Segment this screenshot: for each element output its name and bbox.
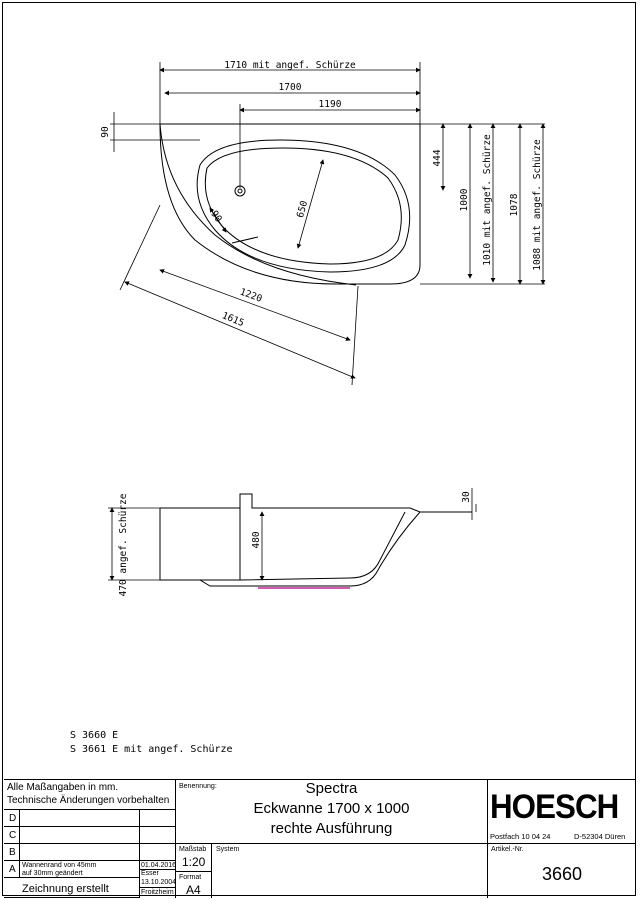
product-desc-2: rechte Ausführung bbox=[270, 820, 393, 837]
rev-a-date: 01.04.2016 bbox=[141, 862, 177, 869]
dim-30: 30 bbox=[461, 491, 472, 503]
divider bbox=[488, 843, 636, 844]
scale-value: 1:20 bbox=[182, 855, 206, 869]
product-name: Spectra bbox=[305, 780, 358, 797]
dim-470: 470 angef. Schürze bbox=[118, 493, 129, 597]
rev-text-cell bbox=[20, 827, 140, 844]
rev-date-cell bbox=[140, 810, 176, 827]
system-label: System bbox=[216, 846, 240, 853]
dim-1220: 1220 bbox=[238, 286, 264, 305]
top-dimensions bbox=[110, 62, 545, 385]
variant-item: S 3661 E mit angef. Schürze bbox=[70, 744, 233, 755]
note-changes: Technische Änderungen vorbehalten bbox=[7, 795, 170, 806]
product-desc-1: Eckwanne 1700 x 1000 bbox=[253, 800, 410, 817]
created-name: Froitzheim bbox=[141, 889, 174, 896]
article-number: 3660 bbox=[541, 864, 583, 884]
rev-text-cell bbox=[20, 844, 140, 861]
rev-c: C bbox=[9, 830, 17, 841]
rev-a-name: Esser bbox=[141, 870, 159, 877]
dim-1700: 1700 bbox=[278, 82, 302, 93]
benennung-label: Benennung: bbox=[179, 783, 217, 790]
title-block bbox=[4, 779, 636, 898]
top-view bbox=[160, 124, 420, 285]
side-dimension-labels bbox=[118, 491, 472, 596]
apron-arc bbox=[160, 124, 356, 285]
rev-a-text-2: auf 30mm geändert bbox=[22, 870, 83, 877]
dim-1010: 1010 mit angef. Schürze bbox=[482, 134, 493, 266]
variant-item: S 3660 E bbox=[70, 730, 119, 741]
dim-1088: 1088 mit angef. Schürze bbox=[532, 139, 543, 271]
dim-1190: 1190 bbox=[318, 99, 342, 110]
rev-date-cell bbox=[140, 827, 176, 844]
dim-1710: 1710 mit angef. Schürze bbox=[224, 60, 356, 71]
dim-1000: 1000 bbox=[459, 188, 470, 212]
side-dimensions bbox=[108, 488, 476, 580]
dim-650: 650 bbox=[294, 199, 311, 220]
side-view bbox=[160, 494, 472, 586]
created-date: 13.10.2004 bbox=[141, 879, 177, 886]
artikel-label: Artikel.-Nr. bbox=[491, 846, 524, 853]
dim-90-left: 90 bbox=[100, 126, 111, 138]
dim-90-corner: 90 bbox=[208, 208, 224, 225]
brand-logo: HOESCH bbox=[490, 788, 619, 826]
dim-1615: 1615 bbox=[220, 310, 246, 330]
dim-1078: 1078 bbox=[509, 193, 520, 217]
note-units: Alle Maßangaben in mm. bbox=[7, 782, 119, 793]
divider bbox=[176, 843, 487, 844]
divider bbox=[176, 871, 212, 872]
address-2: D-52304 Düren bbox=[574, 832, 626, 841]
variant-list bbox=[70, 729, 233, 757]
rev-date-cell bbox=[140, 844, 176, 861]
rev-a: A bbox=[9, 864, 16, 875]
dim-480: 480 bbox=[251, 531, 262, 549]
rev-text-cell bbox=[20, 810, 140, 827]
rev-d: D bbox=[9, 813, 17, 824]
format-value: A4 bbox=[186, 883, 201, 897]
dim-444: 444 bbox=[432, 149, 443, 167]
created-text: Zeichnung erstellt bbox=[22, 883, 109, 895]
rev-b: B bbox=[9, 847, 16, 858]
massstab-label: Maßstab bbox=[179, 846, 207, 853]
address-1: Postfach 10 04 24 bbox=[490, 832, 551, 841]
rev-a-text-1: Wannenrand von 45mm bbox=[22, 862, 97, 869]
format-label: Format bbox=[179, 874, 202, 881]
top-dimension-labels bbox=[100, 60, 543, 329]
